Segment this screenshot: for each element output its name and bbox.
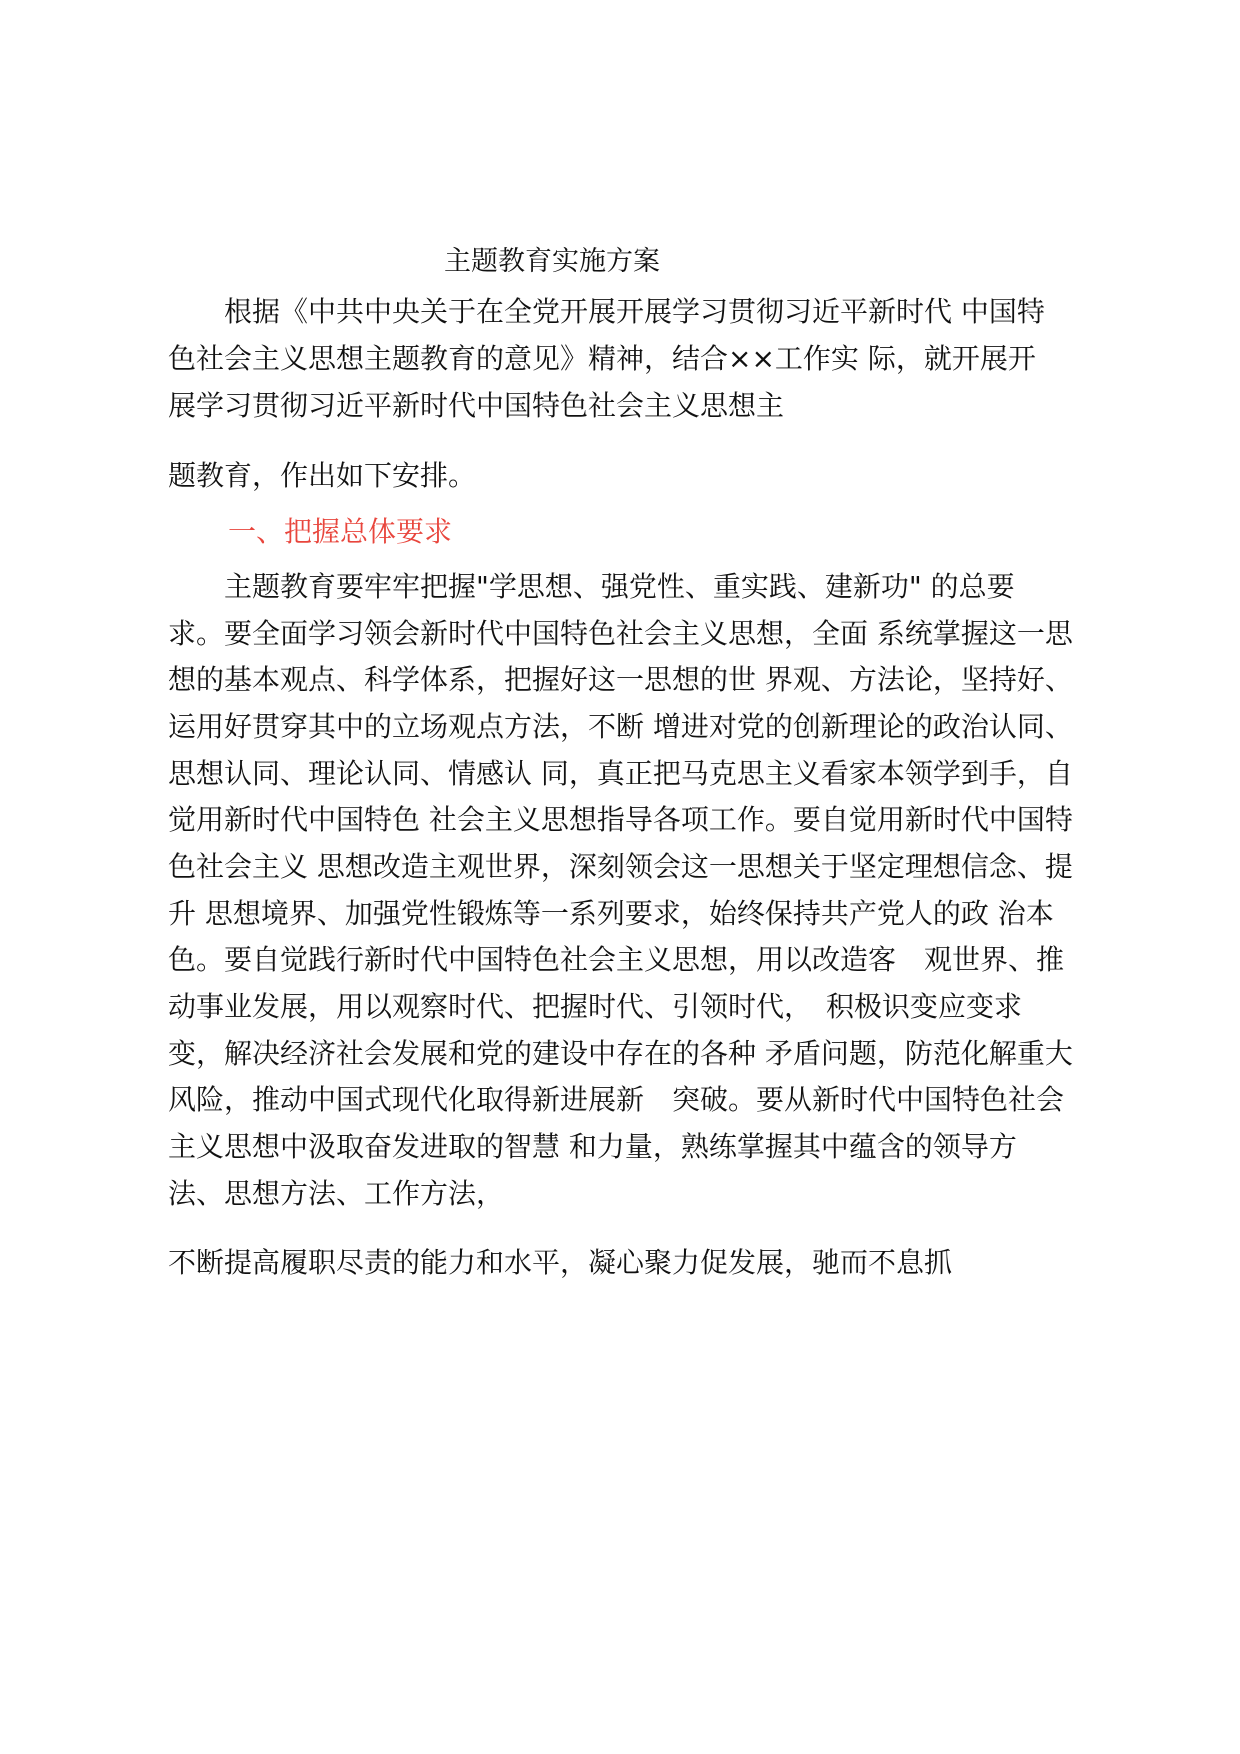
- paragraph2-line-7: 色社会主义 思想改造主观世界，深刻领会这一思想关于坚定理想信念、提: [168, 850, 1073, 883]
- paragraph1-line-3: 展学习贯彻习近平新时代中国特色社会主义思想主: [168, 389, 785, 422]
- paragraph2-line-13: 主义思想中汲取奋发进取的智慧 和力量，熟练掌握其中蕴含的领导方: [168, 1130, 1017, 1163]
- section-heading-1: 一、把握总体要求: [228, 515, 453, 548]
- paragraph2-line-4: 运用好贯穿其中的立场观点方法，不断 增进对党的创新理论的政治认同、: [168, 710, 1073, 743]
- paragraph2-tail: 不断提高履职尽责的能力和水平，凝心聚力促发展，驰而不息抓: [168, 1246, 953, 1279]
- paragraph2-line-2: 求。要全面学习领会新时代中国特色社会主义思想，全面 系统掌握这一思: [168, 617, 1073, 650]
- paragraph2-line-9: 色。要自觉践行新时代中国特色社会主义思想，用以改造客 观世界、推: [168, 943, 1065, 976]
- paragraph2-line-5: 思想认同、理论认同、情感认 同，真正把马克思主义看家本领学到手，自: [168, 757, 1073, 790]
- paragraph1-line-1: 根据《中共中央关于在全党开展开展学习贯彻习近平新时代 中国特: [168, 295, 1045, 328]
- paragraph2-line-14: 法、思想方法、工作方法，: [168, 1177, 505, 1210]
- paragraph2-line-8: 升 思想境界、加强党性锻炼等一系列要求，始终保持共产党人的政 治本: [168, 897, 1054, 930]
- document-title: 主题教育实施方案: [444, 246, 660, 277]
- paragraph2-line-6: 觉用新时代中国特色 社会主义思想指导各项工作。要自觉用新时代中国特: [168, 803, 1073, 836]
- paragraph2-line-10: 动事业发展，用以观察时代、把握时代、引领时代， 积极识变应变求: [168, 990, 1023, 1023]
- paragraph2-line-3: 想的基本观点、科学体系，把握好这一思想的世 界观、方法论，坚持好、: [168, 663, 1073, 696]
- paragraph1-tail: 题教育，作出如下安排。: [168, 459, 477, 492]
- paragraph2-line-1: 主题教育要牢牢把握"学思想、强党性、重实践、建新功" 的总要: [168, 570, 1015, 603]
- paragraph2-line-12: 风险，推动中国式现代化取得新进展新 突破。要从新时代中国特色社会: [168, 1083, 1065, 1116]
- paragraph2-line-11: 变，解决经济社会发展和党的建设中存在的各种 矛盾问题，防范化解重大: [168, 1037, 1073, 1070]
- paragraph1-line-2: 色社会主义思想主题教育的意见》精神，结合××工作实 际，就开展开: [168, 342, 1036, 375]
